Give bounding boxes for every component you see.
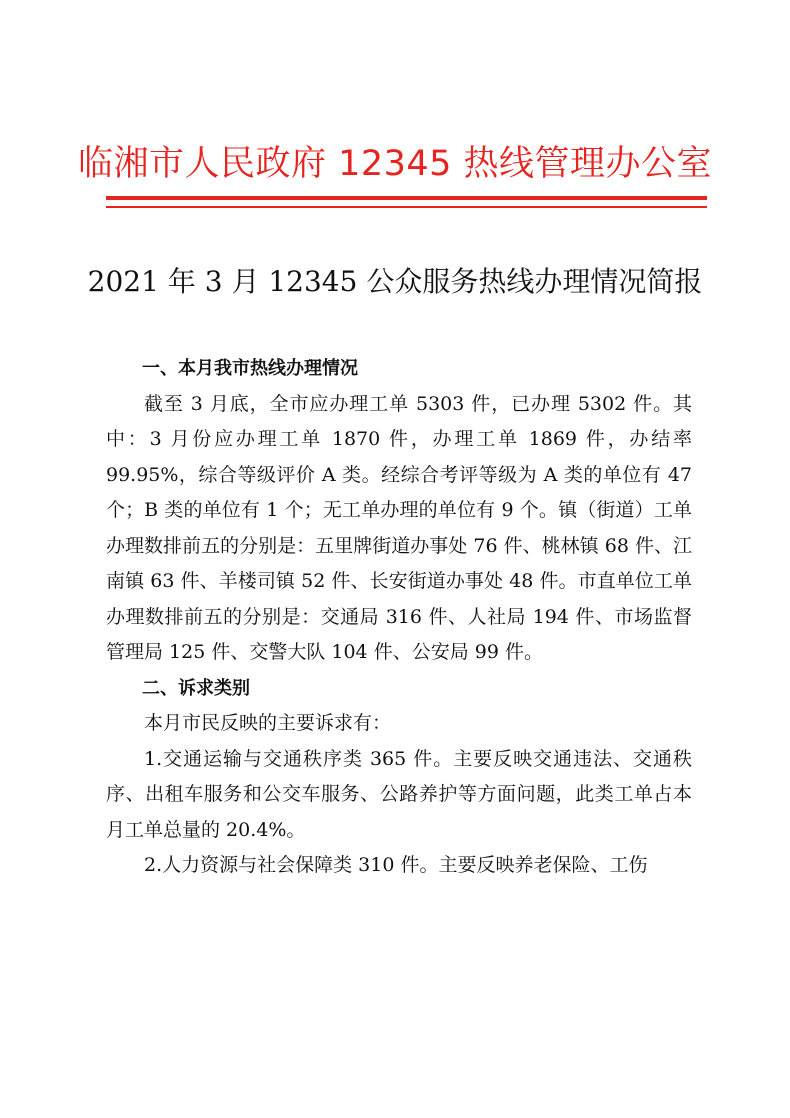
issuing-office-title: 临湘市人民政府 12345 热线管理办公室 <box>77 144 713 184</box>
paragraph: 截至 3 月底，全市应办理工单 5303 件，已办理 5302 件。其中：3 月份应办理工单 1870 件，办理工单 1869 件，办结率 99.95%，综合等级评价 A 类。经综合考评等级为 A 类的单位有 47 个；B 类的单位有 1 个；无工单办理的单位有 9 个。镇（街道）工单办理数排前五的分别是：五里牌街道办事处 76 件、桃林镇 68 件、江南镇 63 件、羊楼司镇 52 件、长安街道办事处 48 件。市直单位工单办理数排前五的分别是：交通局 316 件、人社局 194 件、市场监督管理局 125 件、交警大队 104 件、公安局 99 件。 <box>106 392 692 663</box>
paragraph: 1.交通运输与交通秩序类 365 件。主要反映交通违法、交通秩序、出租车服务和公交车服务、公路养护等方面问题，此类工单占本月工单总量的 20.4%。 <box>106 747 692 841</box>
header-divider-thin <box>106 206 707 208</box>
section-heading: 一、本月我市热线办理情况 <box>142 358 358 379</box>
section-heading: 二、诉求类别 <box>142 677 250 699</box>
report-title: 2021 年 3 月 12345 公众服务热线办理情况简报 <box>87 265 703 298</box>
report-body <box>106 351 692 884</box>
paragraph: 本月市民反映的主要诉求有： <box>144 712 392 734</box>
header-divider-thick <box>106 196 707 200</box>
paragraph: 2.人力资源与社会保障类 310 件。主要反映养老保险、工伤 <box>144 854 648 876</box>
